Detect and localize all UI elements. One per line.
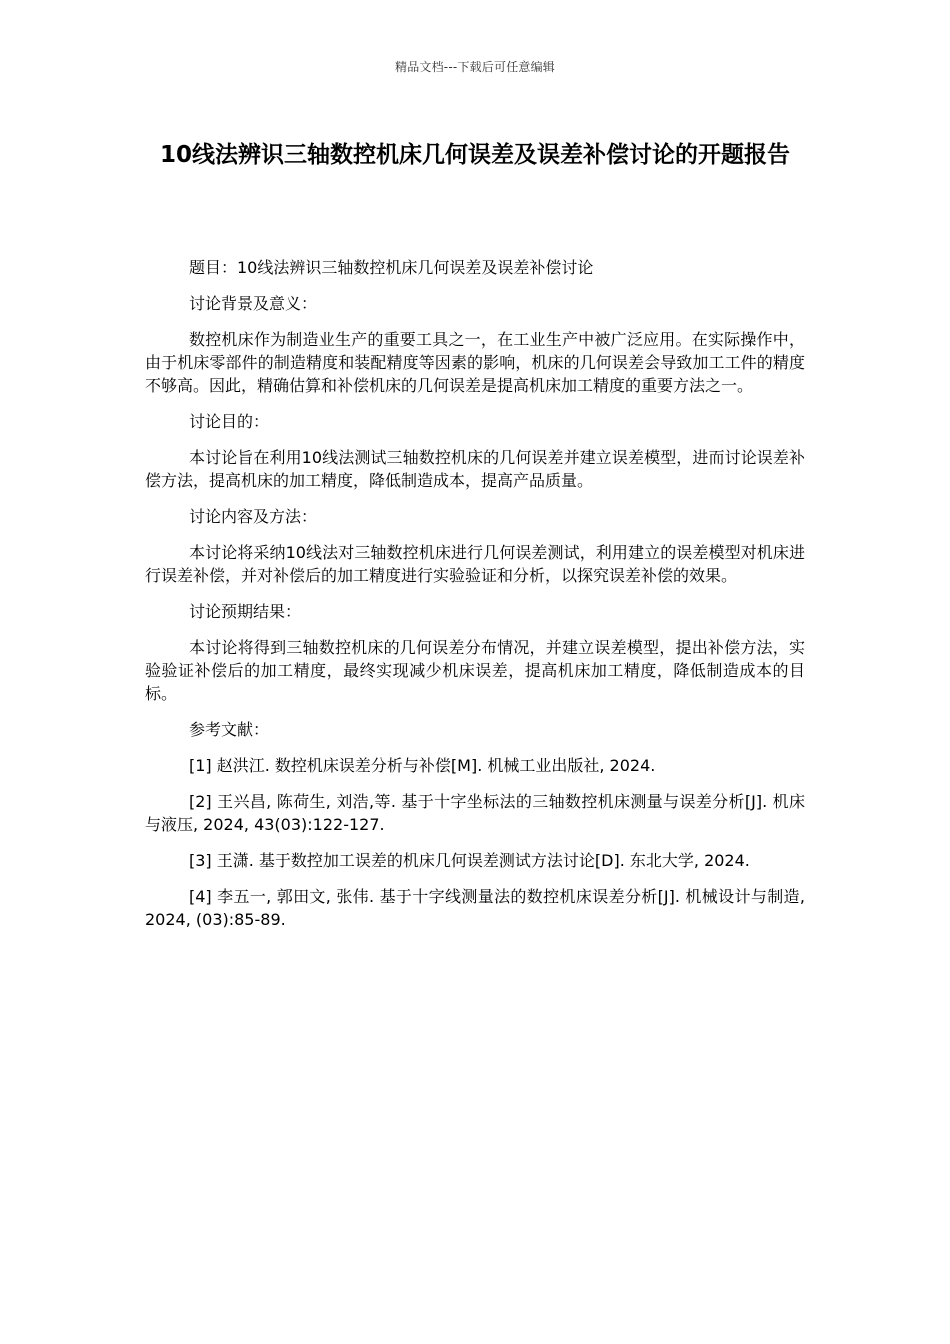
section-heading-expected-results: 讨论预期结果： xyxy=(189,602,302,621)
document-body xyxy=(145,256,805,944)
header-note: 精品文档---下载后可任意编辑 xyxy=(395,60,555,74)
section-heading-purpose: 讨论目的： xyxy=(189,412,270,431)
document-title: 10线法辨识三轴数控机床几何误差及误差补偿讨论的开题报告 xyxy=(159,142,790,168)
reference-item: [4] 李五一, 郭田文, 张伟. 基于十字线测量法的数控机床误差分析[J]. 机械设计与制造, 2024, (03):85-89. xyxy=(145,887,805,929)
reference-item: [2] 王兴昌, 陈荷生, 刘浩,等. 基于十字坐标法的三轴数控机床测量与误差分析[J]. 机床与液压, 2024, 43(03):122-127. xyxy=(145,792,805,834)
purpose-paragraph: 本讨论旨在利用10线法测试三轴数控机床的几何误差并建立误差模型，进而讨论误差补偿方法，提高机床的加工精度，降低制造成本，提高产品质量。 xyxy=(145,448,805,490)
methods-paragraph: 本讨论将采纳10线法对三轴数控机床进行几何误差测试，利用建立的误差模型对机床进行误差补偿，并对补偿后的加工精度进行实验验证和分析，以探究误差补偿的效果。 xyxy=(145,543,805,585)
expected-results-paragraph: 本讨论将得到三轴数控机床的几何误差分布情况，并建立误差模型，提出补偿方法，实验验证补偿后的加工精度，最终实现减少机床误差，提高机床加工精度，降低制造成本的目标。 xyxy=(145,638,805,703)
reference-item: [3] 王潇. 基于数控加工误差的机床几何误差测试方法讨论[D]. 东北大学, 2024. xyxy=(189,851,750,870)
section-heading-references: 参考文献： xyxy=(189,720,270,739)
section-heading-background: 讨论背景及意义： xyxy=(189,294,318,313)
topic-line: 题目：10线法辨识三轴数控机床几何误差及误差补偿讨论 xyxy=(189,258,594,277)
background-paragraph: 数控机床作为制造业生产的重要工具之一，在工业生产中被广泛应用。在实际操作中，由于机床零部件的制造精度和装配精度等因素的影响，机床的几何误差会导致加工工件的精度不够高。因此，精确估算和补偿机床的几何误差是提高机床加工精度的重要方法之一。 xyxy=(145,330,805,395)
section-heading-methods: 讨论内容及方法： xyxy=(189,507,318,526)
reference-item: [1] 赵洪江. 数控机床误差分析与补偿[M]. 机械工业出版社, 2024. xyxy=(189,756,656,775)
